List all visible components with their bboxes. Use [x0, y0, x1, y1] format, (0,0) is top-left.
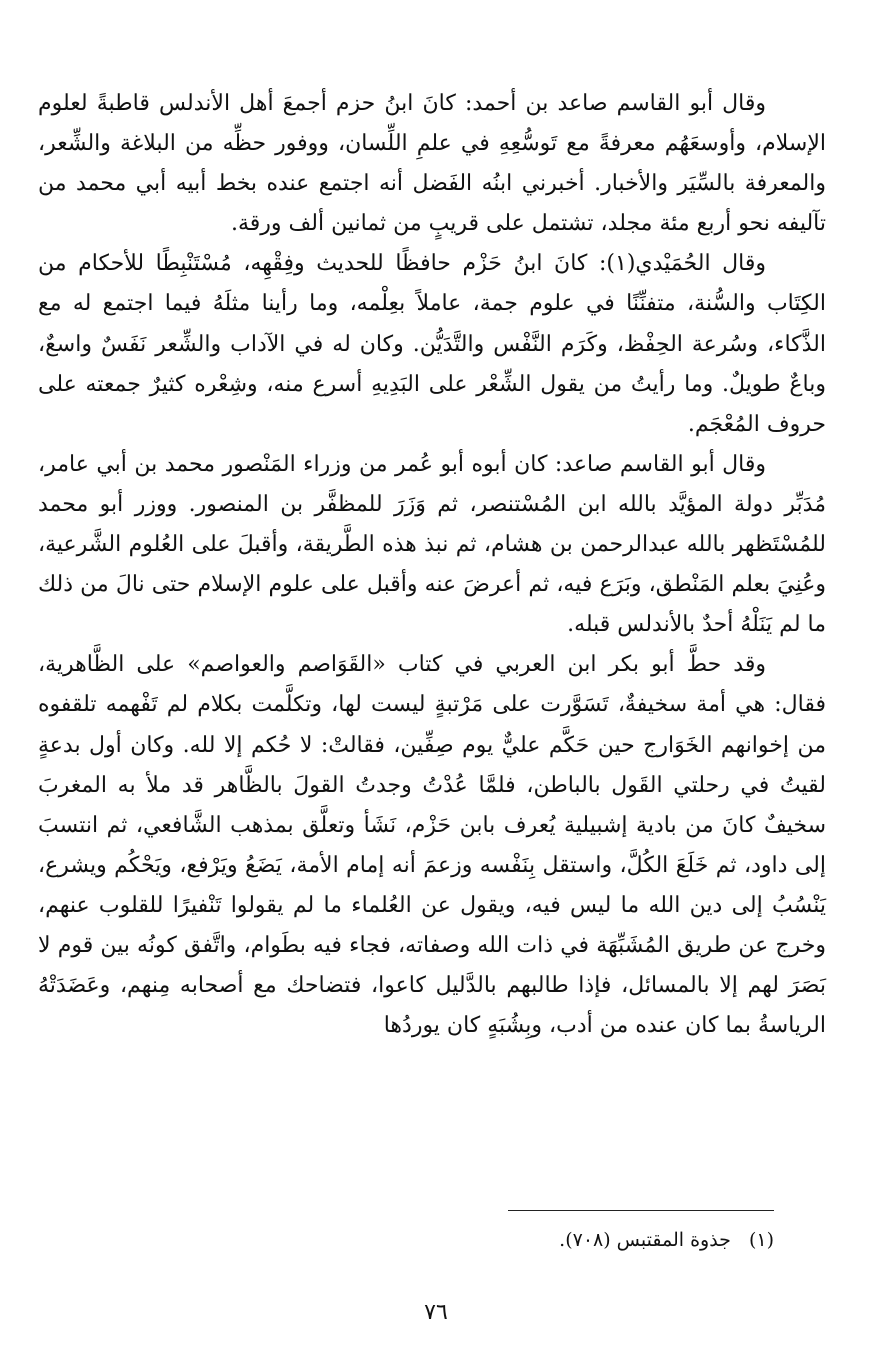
paragraph-2: وقال الحُمَيْدي(١): كانَ ابنُ حَزْم حافظًا للحديث وفِقْهِه، مُسْتَنْبِطًا للأحكام من الكِتَاب والسُّنة، متفنِّنًا في علوم جمة، عاملاً بعِلْمه، وما رأينا مثلَهُ فيما اجتمع له مع الذَّكاء، وسُرعة الحِفْظ، وكَرَم النَّفْس والتَّدَيُّن. وكان له في الآداب والشِّعر نَفَسٌ واسعٌ، وباعٌ طويلٌ. وما رأيتُ من يقول الشِّعْر على البَدِيهِ أسرع منه، وشِعْره كثيرٌ جمعته على حروف المُعْجَم. [38, 251, 826, 437]
paragraph-4: وقد حطَّ أبو بكر ابن العربي في كتاب «القَوَاصم والعواصم» على الظَّاهرية، فقال: هي أمة سخيفةٌ، تَسَوَّرت على مَرْتبةٍ ليست لها، وتكلَّمت بكلام لم تَفْهمه تلقفوه من إخوانهم الخَوَارج حين حَكَّم عليٌّ يوم صِفِّين، فقالتْ: لا حُكم إلا لله. وكان أول بدعةٍ لقيتُ في رحلتي القَول بالباطن، فلمَّا عُدْتُ وجدتُ القولَ بالظَّاهر قد ملأ به المغربَ سخيفٌ كانَ من بادية إشبيلية يُعرف بابن حَزْم، نَشَأ وتعلَّق بمذهب الشَّافعي، ثم انتسبَ إلى داود، ثم خَلَعَ الكُلَّ، واستقل بِنَفْسه وزعمَ أنه إمام الأمة، يَضَعُ ويَرْفع، ويَحْكُم ويشرع، يَنْسُبُ إلى دين الله ما ليس فيه، ويقول عن العُلماء ما لم يقولوا تَنْفيرًا للقلوب عنهم، وخرج عن طريق المُشَبِّهَة في ذات الله وصفاته، فجاء فيه بطَوام، واتَّفق كونُه بين قوم لا بَصَرَ لهم إلا بالمسائل، فإذا طالبهم بالدَّليل كاعوا، فتضاحك مع أصحابه مِنهم، وعَضَدَتْهُ الرياسةُ بما كان عنده من أدب، وبِشُبَهٍ كان يوردُها [38, 652, 826, 1039]
footnote-number: (١) [748, 1229, 774, 1251]
paragraph-1: وقال أبو القاسم صاعد بن أحمد: كانَ ابنُ حزم أجمعَ أهل الأندلس قاطبةً لعلوم الإسلام، وأوسعَهُم معرفةً مع تَوسُّعِهِ في علمِ اللِّسان، ووفور حظِّه من البلاغة والشِّعر، والمعرفة بالسِّيَر والأخبار. أخبرني ابنُه الفَضل أنه اجتمع عنده بخط أبيه أبي محمد من تآليفه نحو أربع مئة مجلد، تشتمل على قريبٍ من ثمانين ألف ورقة. [38, 91, 826, 237]
paragraph-3: وقال أبو القاسم صاعد: كان أبوه أبو عُمر من وزراء المَنْصور محمد بن أبي عامر، مُدَبِّر دولة المؤيَّد بالله ابن المُسْتنصر، ثم وَزَرَ للمظفَّر بن المنصور. ووزر أبو محمد للمُسْتَظهر بالله عبدالرحمن بن هشام، ثم نبذ هذه الطَّريقة، وأقبلَ على العُلوم الشَّرعية، وعُنِيَ بعلم المَنْطق، وبَرَع فيه، ثم أعرضَ عنه وأقبل على علوم الإسلام حتى نالَ من ذلك ما لم يَنَلْهُ أحدٌ بالأندلس قبله. [38, 451, 826, 638]
footnote-text: جذوة المقتبس (٧٠٨). [559, 1229, 731, 1251]
footnote-divider [508, 1210, 774, 1211]
footnote [500, 1226, 774, 1254]
main-text [38, 84, 826, 1046]
page-number: ٧٦ [424, 1300, 448, 1325]
